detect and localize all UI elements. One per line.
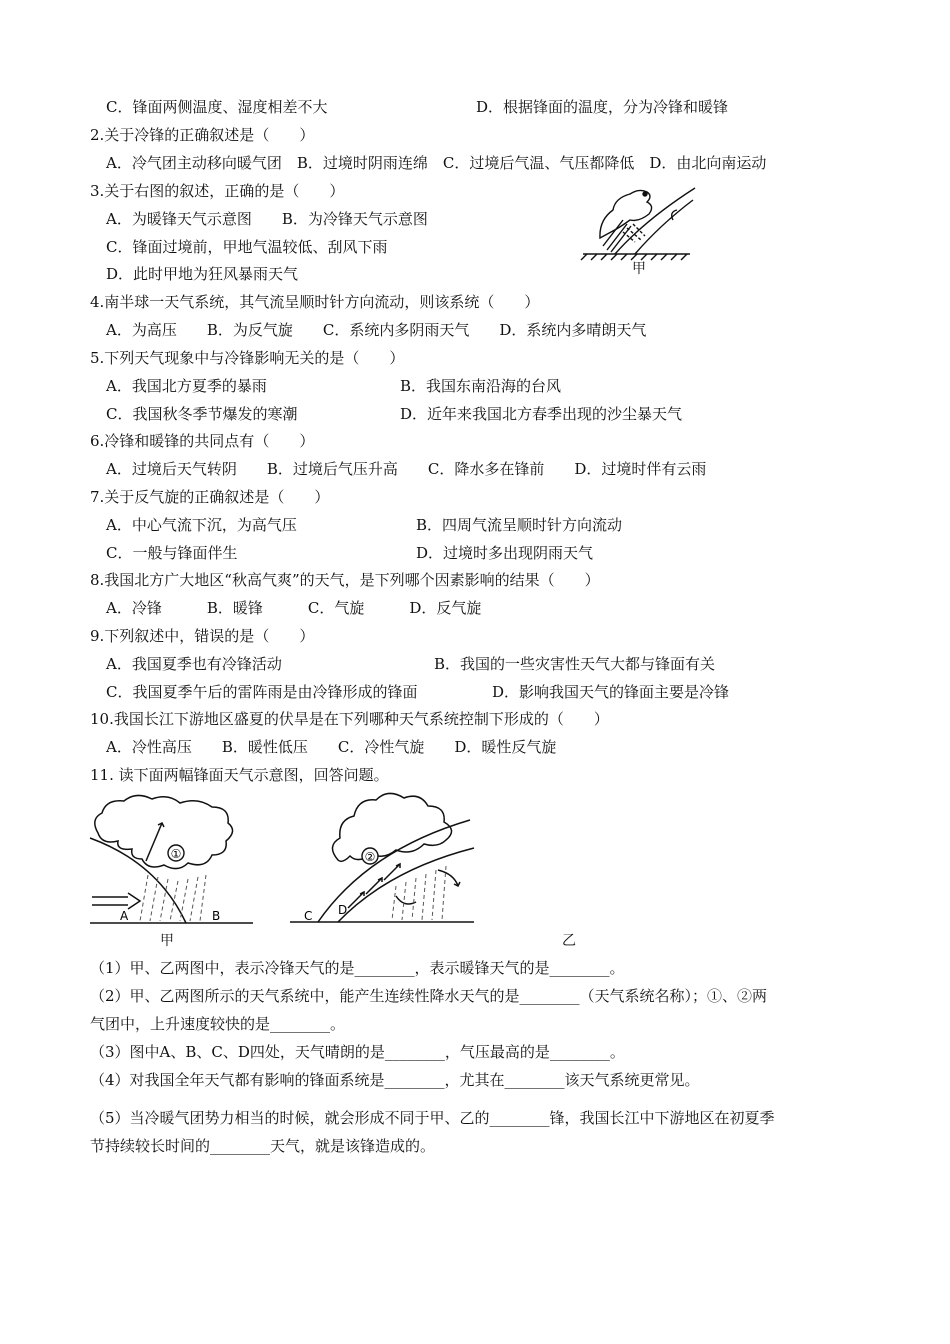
q11-part-5b: 节持续较长时间的________天气，就是该锋造成的。 <box>90 1137 436 1155</box>
q11-stem: 11. 读下面两幅锋面天气示意图，回答问题。 <box>90 766 389 784</box>
label-circle-1: ① <box>170 847 182 861</box>
label-b: B <box>212 909 221 923</box>
figure-jia-cold-front <box>88 793 256 928</box>
q3-option-d: D．此时甲地为狂风暴雨天气 <box>106 265 299 283</box>
q9-option-b: B．我国的一些灾害性天气大都与锋面有关 <box>434 655 716 673</box>
q7-option-d: D．过境时多出现阴雨天气 <box>416 544 594 562</box>
figure-yi-caption: 乙 <box>562 933 576 949</box>
q4-stem: 4.南半球一天气系统，其气流呈顺时针方向流动，则该系统（ ） <box>90 293 540 311</box>
q9-option-c: C．我国夏季午后的雷阵雨是由冷锋形成的锋面 <box>106 683 418 701</box>
q1-option-d: D．根据锋面的温度，分为冷锋和暖锋 <box>476 98 729 116</box>
q4-options: A．为高压 B．为反气旋 C．系统内多阴雨天气 D．系统内多晴朗天气 <box>106 321 647 339</box>
q10-stem: 10.我国长江下游地区盛夏的伏旱是在下列哪种天气系统控制下形成的（ ） <box>90 710 609 728</box>
q5-option-b: B．我国东南沿海的台风 <box>400 377 562 395</box>
figure-jia-caption: 甲 <box>160 933 174 949</box>
label-d: D <box>338 903 348 917</box>
q5-stem: 5.下列天气现象中与冷锋影响无关的是（ ） <box>90 349 405 367</box>
q3-options-ab: A．为暖锋天气示意图 B．为冷锋天气示意图 <box>106 210 428 228</box>
q9-option-d: D．影响我国天气的锋面主要是冷锋 <box>492 683 730 701</box>
q6-options: A．过境后天气转阴 B．过境后气压升高 C．降水多在锋前 D．过境时伴有云雨 <box>106 460 707 478</box>
q7-stem: 7.关于反气旋的正确叙述是（ ） <box>90 488 330 506</box>
q6-stem: 6.冷锋和暖锋的共同点有（ ） <box>90 432 315 450</box>
q8-stem: 8.我国北方广大地区“秋高气爽”的天气，是下列哪个因素影响的结果（ ） <box>90 571 600 589</box>
q5-option-d: D．近年来我国北方春季出现的沙尘暴天气 <box>400 405 683 423</box>
q7-option-c: C．一般与锋面伴生 <box>106 544 238 562</box>
q5-option-c: C．我国秋冬季节爆发的寒潮 <box>106 405 298 423</box>
q1-option-c: C．锋面两侧温度、湿度相差不大 <box>106 98 328 116</box>
q11-part-4: （4）对我国全年天气都有影响的锋面系统是________，尤其在________该天气系统更常见。 <box>90 1071 700 1089</box>
q7-option-a: A．中心气流下沉，为高气压 <box>106 516 297 534</box>
q11-part-1: （1）甲、乙两图中，表示冷锋天气的是________，表示暖锋天气的是________。 <box>90 959 625 977</box>
q2-options: A．冷气团主动移向暖气团 B．过境时阴雨连绵 C．过境后气温、气压都降低 D．由北向南运动 <box>106 154 767 172</box>
q8-options: A．冷锋 B．暖锋 C．气旋 D．反气旋 <box>106 599 482 617</box>
figure-yi-warm-front <box>288 790 478 928</box>
q3-figure-label: 甲 <box>632 261 646 277</box>
q11-part-5a: （5）当冷暖气团势力相当的时候，就会形成不同于甲、乙的________锋，我国长江中下游地区在初夏季 <box>90 1109 775 1127</box>
q11-part-2a: （2）甲、乙两图所示的天气系统中，能产生连续性降水天气的是________（天气系统名称）；①、②两 <box>90 987 768 1005</box>
q9-stem: 9.下列叙述中，错误的是（ ） <box>90 627 315 645</box>
label-c: C <box>304 909 313 923</box>
q10-options: A．冷性高压 B．暖性低压 C．冷性气旋 D．暖性反气旋 <box>106 738 557 756</box>
q11-part-2b: 气团中，上升速度较快的是________。 <box>90 1015 346 1033</box>
q7-option-b: B．四周气流呈顺时针方向流动 <box>416 516 623 534</box>
q11-part-3: （3）图中A、B、C、D四处，天气晴朗的是________，气压最高的是________。 <box>90 1043 625 1061</box>
label-a: A <box>120 909 129 923</box>
q3-stem: 3.关于右图的叙述，正确的是（ ） <box>90 182 345 200</box>
label-circle-2: ② <box>364 850 376 864</box>
q3-option-c: C．锋面过境前，甲地气温较低、刮风下雨 <box>106 238 388 256</box>
q9-option-a: A．我国夏季也有冷锋活动 <box>106 655 282 673</box>
q2-stem: 2.关于冷锋的正确叙述是（ ） <box>90 126 315 144</box>
q5-option-a: A．我国北方夏季的暴雨 <box>106 377 267 395</box>
